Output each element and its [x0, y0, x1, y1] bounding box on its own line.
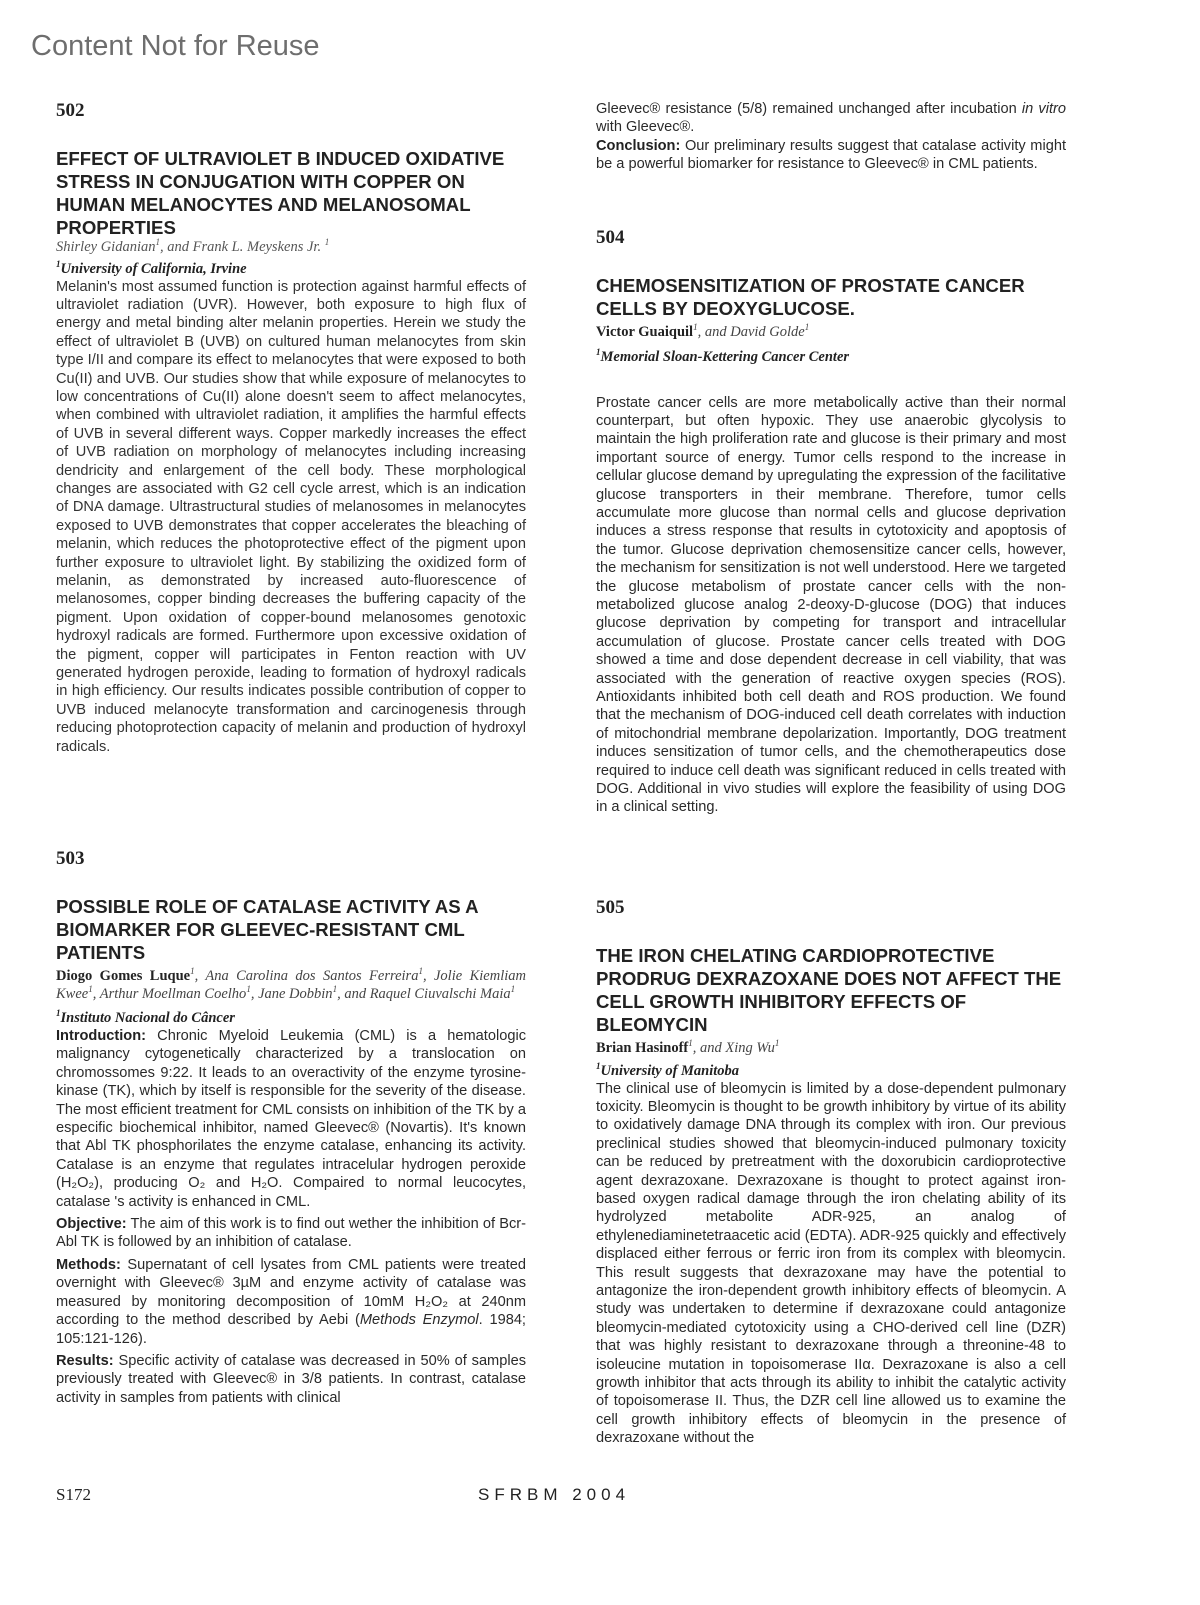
- authors: [56, 239, 526, 257]
- abstract-body: The clinical use of bleomycin is limited by a dose-dependent pulmonary toxicity. Bleomycin is thought to be growth inhibitory by virtue of its ability to oxidatively damage DNA through its complex with iron. Our previous preclinical studies showed that bleomycin-induced pulmonary toxicity can be reduced by pretreatment with the doxorubicin cardioprotective agent dexrazoxane. Dexrazoxane is thought to protect against iron-based oxygen radical damage through the iron chelating ability of its hydrolyzed metabolite ADR-925, an analog of ethylenediaminetetraacetic acid (EDTA). ADR-925 quickly and effectively displaced either ferrous or ferric iron from its complex with bleomycin. This result suggests that dexrazoxane may have the potential to antagonize the iron-dependent growth inhibitory effects of bleomycin. A study was undertaken to determine if dexrazoxane could antagonize bleomycin-mediated cytotoxicity using a CHO-derived cell line (DZR) that was highly resistant to dexrazoxane through a threonine-48 to isoleucine mutation in topoisomerase IIα. Dexrazoxane is also a cell growth inhibitor that acts through its ability to inhibit the catalytic activity of topoisomerase II. Thus, the DZR cell line allowed us to examine the cell growth inhibitory effects of bleomycin in the presence of dexrazoxane without the: [596, 1080, 1066, 1447]
- abstract-title: THE IRON CHELATING CARDIOPROTECTIVE PRODRUG DEXRAZOXANE DOES NOT AFFECT THE CELL GROWTH INHIBITORY EFFECTS OF BLEOMYCIN: [596, 945, 1062, 1035]
- section-label: Methods:: [56, 1256, 121, 1273]
- author: , and Xing Wu: [692, 1040, 775, 1056]
- abstract-number: 505: [596, 897, 625, 918]
- affiliation-text: Memorial Sloan-Kettering Cancer Center: [600, 348, 850, 365]
- introduction-paragraph: [56, 1027, 526, 1211]
- affiliation-sup: 1: [56, 258, 61, 269]
- affiliation-text: University of Manitoba: [600, 1062, 740, 1079]
- abstract-number: 503: [56, 848, 85, 869]
- abstract-title: POSSIBLE ROLE OF CATALASE ACTIVITY AS A BIOMARKER FOR GLEEVEC-RESISTANT CML PATIENTS: [56, 896, 478, 963]
- abstract-title: EFFECT OF ULTRAVIOLET B INDUCED OXIDATIVE STRESS IN CONJUGATION WITH COPPER ON HUMAN MELANOCYTES AND MELANOSOMAL PROPERTIES: [56, 148, 505, 238]
- section-label: Conclusion:: [596, 137, 681, 154]
- author: , Jolie Kiemliam Kwee: [56, 968, 526, 1002]
- affiliation-sup: 1: [596, 1060, 601, 1071]
- author: Victor Guaiquil: [596, 324, 694, 340]
- author-sup: 1: [88, 983, 93, 994]
- abstract-body: Melanin's most assumed function is protection against harmful effects of ultraviolet radiation (UVR). However, both exposure to high flux of energy and metal binding alter melanin properties. Herein we study the effect of ultraviolet B (UVB) on cultured human melanocytes from skin type I/II and compare its effect to melanocytes that were exposed to both Cu(II) and UVB. Our studies show that while exposure of melanocytes to low concentrations of Cu(II) alone doesn't seem to affect melanocytes, when combined with ultraviolet radiation, it amplifies the harmful effects of UVB in several different ways. Copper markedly increases the effect of UVB radiation on morphology of melanocytes including increasing dendricity and enlargement of the cell body. These morphological changes are associated with G2 cell cycle arrest, which is an indication of DNA damage. Ultrastructural studies of melanosomes in melanocytes exposed to UVB demonstrates that copper accelerates the bleaching of melanin, which reduces the photoprotective effect of the pigment upon further exposure to ultraviolet light. By stabilizing the oxidized form of melanin, as demonstrated by increased auto-fluorescence of melanosomes, copper binding decreases the buffering capacity of the pigment. Upon oxidation of copper-bound melanosomes genotoxic hydroxyl radicals are formed. Furthermore upon excessive oxidation of the pigment, copper will participates in Fenton reaction with UV generated hydrogen peroxide, leading to formation of hydroxyl radicals in high efficiency. Our results indicates possible contribution of copper to UVB induced melanocyte transformation and carcinogenesis through reducing photoprotection capacity of melanin and production of hydroxyl radicals.: [56, 278, 526, 755]
- affiliation-sup: 1: [596, 346, 601, 357]
- section-label: Results:: [56, 1352, 114, 1369]
- results-paragraph: [56, 1352, 526, 1407]
- section-text: Chronic Myeloid Leukemia (CML) is a hematologic malignancy cytogenetically characterized by a translocation on chromossomes 9:22. It leads to an overactivity of the enzyme tyrosine-kinase (TK), which by itself is responsible for the severity of the disease. The most efficient treatment for CML consists on inhibition of the TK by a especific biochemical inhibitor, named Gleevec® (Novartis). It's known that Abl TK phosphorilates the enzyme catalase, enhancing its activity. Catalase is an enzyme that regulates intracelular hydrogen peroxide (H₂O₂), producing O₂ and H₂O. Compaired to normal leucocytes, catalase 's activity is enhanced in CML.: [56, 1028, 526, 1210]
- author-sup: 1: [688, 1038, 693, 1049]
- authors: [596, 1040, 1066, 1058]
- abstract-504: [596, 227, 1066, 817]
- abstract-505: [596, 897, 1066, 1448]
- author-sup: 1: [324, 237, 330, 248]
- authors: [56, 968, 526, 1003]
- author-sup: 1: [774, 1038, 780, 1049]
- affiliation: [596, 1060, 1066, 1080]
- section-text: Our preliminary results suggest that catalase activity might be a powerful biomarker for resistance to Gleevec® in CML patients.: [596, 137, 1066, 173]
- conclusion-paragraph: [596, 137, 1066, 174]
- author: , and Raquel Ciuvalschi Maia: [337, 985, 511, 1002]
- section-text: The aim of this work is to find out wether the inhibition of Bcr-Abl TK is followed by an inhibition of catalase.: [56, 1216, 526, 1251]
- italic-term: in vitro: [1021, 101, 1067, 117]
- abstract-503-continued: [596, 100, 1066, 174]
- section-text: Gleevec® resistance (5/8) remained unchanged after incubation: [596, 101, 1022, 117]
- author: Diogo Gomes Luque: [56, 968, 191, 984]
- author-sup: 1: [804, 322, 810, 333]
- affiliation: [596, 346, 1066, 366]
- affiliation-text: University of California, Irvine: [60, 260, 247, 277]
- results-continued: [596, 100, 1066, 137]
- objective-paragraph: [56, 1215, 526, 1252]
- section-text: Specific activity of catalase was decreased in 50% of samples previously treated with Gleevec® in 3/8 patients. In contrast, catalase activity in samples from patients with clinical: [56, 1352, 526, 1406]
- author-sup: 1: [510, 983, 516, 994]
- citation-journal: Methods Enzymol: [359, 1312, 479, 1329]
- author: , and David Golde: [697, 324, 805, 340]
- watermark: Content Not for Reuse: [31, 30, 320, 62]
- abstract-502: [56, 100, 526, 756]
- author-sup: 1: [246, 983, 251, 994]
- abstract-503: [56, 848, 526, 1411]
- abstract-title: CHEMOSENSITIZATION OF PROSTATE CANCER CELLS BY DEOXYGLUCOSE.: [596, 275, 1025, 319]
- author-sup: 1: [332, 983, 338, 994]
- affiliation: [56, 258, 526, 278]
- author-sup: 1: [155, 237, 160, 248]
- affiliation-text: Instituto Nacional do Câncer: [60, 1010, 235, 1026]
- section-label: Introduction:: [56, 1028, 146, 1044]
- journal-footer: SFRBM 2004: [478, 1485, 631, 1504]
- abstract-body: Prostate cancer cells are more metabolically active than their normal counterpart, but often hypoxic. They use anaerobic glycolysis to maintain the high proliferation rate and glucose is their primary and most important source of energy. Tumor cells respond to the increase in cellular glucose demand by upregulating the expression of the facilitative glucose transporters in their membrane. Therefore, tumor cells accumulate more glucose than normal cells and glucose deprivation induces a stress response that results in cytotoxicity and apoptosis of the tumor. Glucose deprivation chemosensitize cancer cells, however, the mechanism for sensitization is not well understood. Here we targeted the glucose metabolism of prostate cancer cells with the non-metabolized glucose analog 2-deoxy-D-glucose (DOG) that induces glucose deprivation by competing for transport and intracellular accumulation of glucose. Prostate cancer cells treated with DOG showed a time and dose dependent decrease in cell viability, that was associated with the generation of reactive oxygen species (ROS). Antioxidants inhibited both cell death and ROS production. We found that the mechanism of DOG-induced cell death correlates with induction of mitochondrial membrane depolarization. Importantly, DOG treatment induces sensitization of tumor cells, and the chemotherapeutics dose required to induce cell death was significant reduced in cells treated with DOG. Additional in vivo studies will explore the feasibility of using DOG in a clinical setting.: [596, 394, 1066, 816]
- affiliation-sup: 1: [56, 1008, 61, 1019]
- authors: [596, 324, 1066, 342]
- author: , and Frank L. Meyskens Jr.: [159, 239, 325, 255]
- author-sup: 1: [418, 966, 423, 977]
- section-text: . 1984; 105:121-126).: [56, 1312, 526, 1347]
- section-text: with Gleevec®.: [596, 119, 695, 136]
- abstract-number: 502: [56, 100, 85, 121]
- author: Shirley Gidanian: [56, 239, 156, 255]
- author: , Jane Dobbin: [250, 985, 333, 1002]
- methods-paragraph: [56, 1256, 526, 1348]
- author: , Ana Carolina dos Santos Ferreira: [194, 968, 419, 984]
- author: Brian Hasinoff: [596, 1040, 689, 1056]
- section-label: Objective:: [56, 1216, 127, 1233]
- section-text: Supernatant of cell lysates from CML patients were treated overnight with Gleevec® 3µM and enzyme activity of catalase was measured by monitoring decomposition of 10mM H₂O₂ at 240nm according to the method described by Aebi (: [56, 1256, 526, 1329]
- author-sup: 1: [190, 966, 195, 977]
- affiliation: [56, 1010, 526, 1027]
- abstract-number: 504: [596, 227, 625, 248]
- page-number: S172: [56, 1485, 91, 1504]
- author-sup: 1: [693, 322, 698, 333]
- author: , Arthur Moellman Coelho: [92, 985, 247, 1002]
